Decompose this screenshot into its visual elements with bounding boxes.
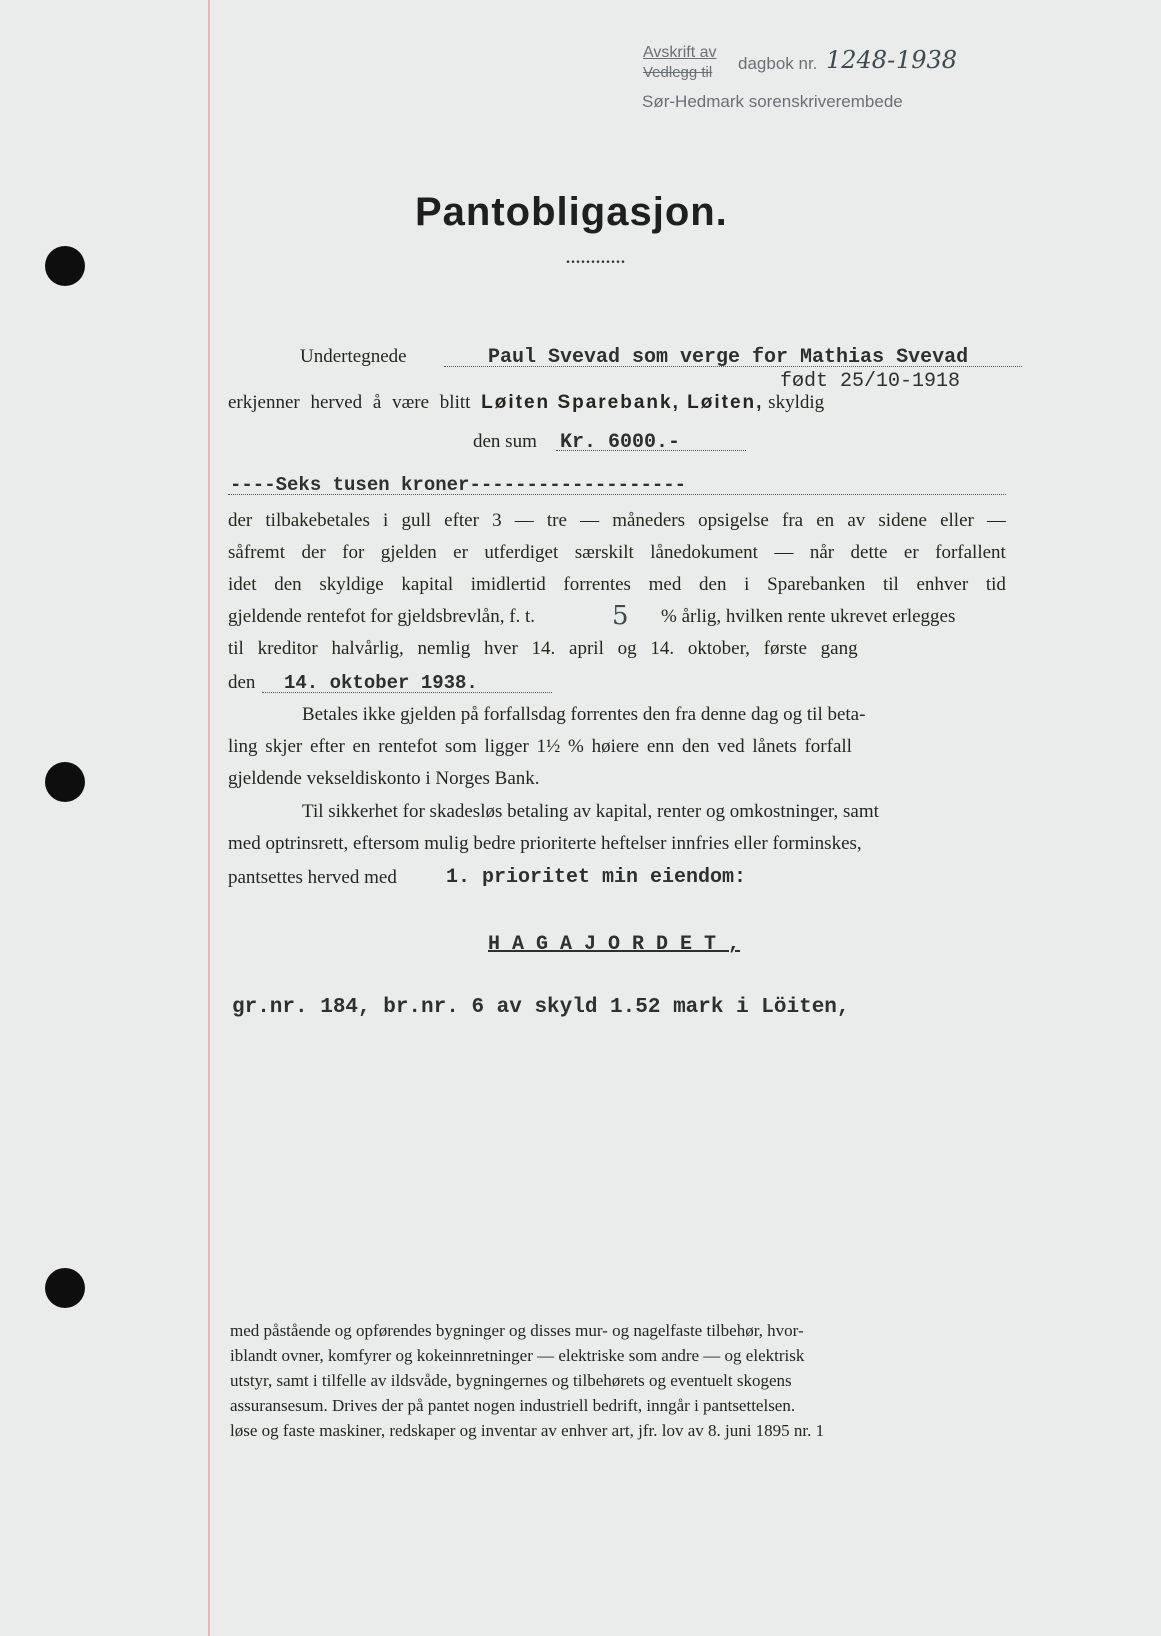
property-name: H A G A J O R D E T , [488, 933, 741, 956]
word: særskilt [574, 542, 634, 563]
dagbok-year: 1938 [896, 46, 958, 74]
word: kapital [401, 574, 454, 595]
word: sidene [878, 510, 927, 531]
undertegnede-label: Undertegnede [300, 346, 407, 367]
rate-prefix: gjeldende rentefot for gjeldsbrevlån, f. t. [228, 606, 536, 627]
word: tre [546, 510, 567, 531]
priority-text: 1. prioritet min eiendom: [446, 866, 747, 889]
sum-words: ----Seks tusen kroner------------------- [230, 474, 687, 496]
word: — [580, 510, 600, 531]
word: gull [401, 510, 431, 531]
punch-hole-bottom [45, 1268, 85, 1308]
footer-line-4: assuransesum. Drives der på pantet nogen industriell bedrift, inngår i pantsettelsen. [230, 1396, 796, 1415]
paragraph2-line-1: Betales ikke gjelden på forfallsdag forrentes den fra denne dag og til beta- [302, 704, 866, 725]
property-details: gr.nr. 184, br.nr. 6 av skyld 1.52 mark i Löiten, [232, 996, 850, 1019]
stamp-avskrift: Avskrift av [643, 44, 717, 61]
rate-value: 5 [612, 601, 629, 631]
word: den [699, 574, 727, 595]
word: — [774, 542, 794, 563]
word: Sparebanken [767, 574, 866, 595]
word: — [514, 510, 534, 531]
rate-line2: til kreditor halvårlig, nemlig hver 14. april og 14. oktober, første gang [228, 638, 858, 659]
sum-label: den sum [473, 431, 537, 452]
paragraph2-line-2: ling skjer efter en rentefot som ligger 1½ % høiere enn den ved lånets forfall [228, 736, 852, 757]
word: der [301, 542, 326, 563]
paragraph1-line-1 [228, 510, 1006, 532]
paragraph3-line-2: med optrinsrett, eftersom mulig bedre prioriterte heftelser innfries eller forminskes, [228, 833, 862, 854]
first-date: 14. oktober 1938. [284, 672, 478, 694]
word: dette [850, 542, 888, 563]
word: en [816, 510, 835, 531]
paragraph1-line-3 [228, 574, 1006, 596]
word: imidlertid [470, 574, 546, 595]
first-date-label: den [228, 672, 256, 693]
word: — [987, 510, 1006, 531]
rate-suffix: % årlig, hvilken rente ukrevet erlegges [661, 606, 956, 627]
word: i [383, 510, 389, 531]
pantsettes-prefix: pantsettes herved med [228, 867, 397, 888]
word: er [903, 542, 919, 563]
word: skyldige [319, 574, 384, 595]
word: tid [985, 574, 1006, 595]
title-dots: ............ [566, 250, 626, 267]
footer-line-2: iblandt ovner, komfyrer og kokeinnretninger — elektriske som andre — og elektrisk [230, 1346, 805, 1365]
word: av [847, 510, 866, 531]
debtor-born: født 25/10-1918 [780, 370, 961, 393]
word: tilbakebetales [265, 510, 370, 531]
stamp-struck: Vedlegg til [643, 64, 713, 81]
paragraph3-line-1: Til sikkerhet for skadesløs betaling av kapital, renter og omkostninger, samt [302, 801, 879, 822]
skyldig-label: skyldig [768, 392, 825, 413]
word: måneders [612, 510, 686, 531]
stamp-dagbok: dagbok nr. [738, 54, 818, 73]
word: til [882, 574, 899, 595]
erkjenner-line [228, 392, 1006, 414]
dagbok-number: 1248- [826, 46, 896, 74]
word: gjelden [380, 542, 437, 563]
word: der [228, 510, 253, 531]
document-title: Pantobligasjon. [415, 190, 728, 234]
sum-amount: Kr. 6000.- [560, 431, 681, 454]
word: den [274, 574, 302, 595]
word: forrentes [563, 574, 631, 595]
word: med [648, 574, 682, 595]
punch-hole-top [45, 246, 85, 286]
word: efter [444, 510, 479, 531]
word: eller [940, 510, 974, 531]
word: er [453, 542, 468, 563]
stamp-office: Sør-Hedmark sorenskriverembede [642, 92, 903, 111]
word: for [342, 542, 365, 563]
debtor-name: Paul Svevad som verge for Mathias Svevad [488, 346, 969, 369]
word: enhver [916, 574, 969, 595]
word: når [809, 542, 835, 563]
footer-line-1: med påstående og opførendes bygninger og disses mur- og nagelfaste tilbehør, hvor- [230, 1321, 804, 1340]
word: utferdiget [484, 542, 559, 563]
footer-line-3: utstyr, samt i tilfelle av ildsvåde, bygningernes og tilbehørets og eventuelt skogens [230, 1371, 792, 1390]
margin-line [208, 0, 210, 1636]
word: 3 [492, 510, 502, 531]
word: såfremt [228, 542, 285, 563]
punch-hole-middle [45, 762, 85, 802]
erkjenner-prefix: erkjenner herved å være blitt [228, 392, 471, 413]
word: fra [782, 510, 804, 531]
word: i [744, 574, 750, 595]
footer-line-5: løse og faste maskiner, redskaper og inventar av enhver art, jfr. lov av 8. juni 1895 nr. 1 [230, 1421, 825, 1440]
word: lånedokument [650, 542, 758, 563]
word: forfallent [935, 542, 1006, 563]
word: opsigelse [698, 510, 769, 531]
paragraph2-line-3: gjeldende vekseldiskonto i Norges Bank. [228, 768, 540, 789]
creditor-name: Løiten Sparebank, Løiten, [481, 392, 764, 413]
word: idet [228, 574, 257, 595]
paragraph1-line-2 [228, 542, 1006, 564]
